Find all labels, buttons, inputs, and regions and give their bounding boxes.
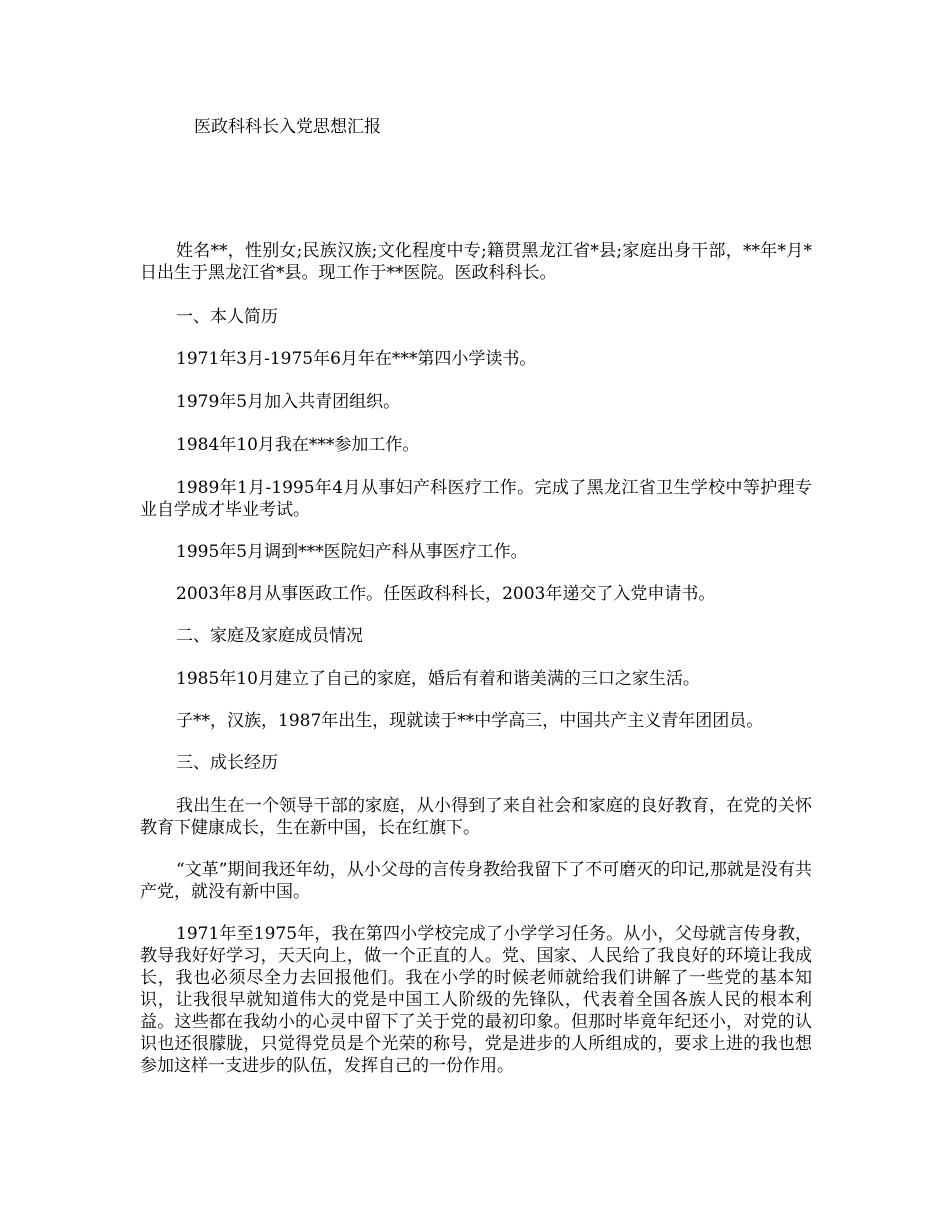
paragraph-resume-1979: 1979年5月加入共青团组织。 bbox=[176, 392, 401, 412]
paragraph-resume-1989: 1989年1月-1995年4月从事妇产科医疗工作。完成了黑龙江省卫生学校中等护理专业自学成才毕业考试。 bbox=[140, 478, 812, 520]
paragraph-family-son: 子**，汉族，1987年出生，现就读于**中学高三，中国共产主义青年团团员。 bbox=[176, 711, 764, 731]
document-title: 医政科科长入党思想汇报 bbox=[194, 117, 381, 137]
paragraph-personal-info: 姓名**，性别女;民族汉族;文化程度中专;籍贯黑龙江省*县;家庭出身干部，**年*月*日出生于黑龙江省*县。现工作于**医院。医政科科长。 bbox=[140, 241, 812, 283]
section-heading-family: 二、家庭及家庭成员情况 bbox=[176, 626, 363, 646]
paragraph-family-1985: 1985年10月建立了自己的家庭，婚后有着和谐美满的三口之家生活。 bbox=[176, 669, 700, 689]
paragraph-resume-2003: 2003年8月从事医政工作。任医政科科长，2003年递交了入党申请书。 bbox=[176, 584, 716, 604]
paragraph-resume-1995: 1995年5月调到***医院妇产科从事医疗工作。 bbox=[176, 542, 528, 562]
paragraph-growth-primary-school: 1971年至1975年，我在第四小学校完成了小学学习任务。从小，父母就言传身教，教导我好好学习，天天向上，做一个正直的人。党、国家、人民给了我良好的环境让我成长，我也必须尽全力去回报他们。我在小学的时候老师就给我们讲解了一些党的基本知识，让我很早就知道伟大的党是中国工人阶级的先锋队，代表着全国各族人民的根本利益。这些都在我幼小的心灵中留下了关于党的最初印象。但那时毕竟年纪还小，对党的认识也还很朦胧，只觉得党员是个光荣的称号，党是进步的人所组成的，要求上进的我也想参加这样一支进步的队伍，发挥自己的一份作用。 bbox=[140, 924, 812, 1076]
paragraph-resume-1984: 1984年10月我在***参加工作。 bbox=[176, 435, 420, 455]
section-heading-growth: 三、成长经历 bbox=[176, 753, 278, 773]
section-heading-resume: 一、本人简历 bbox=[176, 307, 278, 327]
paragraph-growth-family: 我出生在一个领导干部的家庭，从小得到了来自社会和家庭的良好教育，在党的关怀教育下健康成长，生在新中国，长在红旗下。 bbox=[140, 796, 812, 838]
paragraph-growth-cultural-revolution: “文革”期间我还年幼，从小父母的言传身教给我留下了不可磨灭的印记,那就是没有共产党，就没有新中国。 bbox=[140, 860, 812, 902]
paragraph-resume-1971: 1971年3月-1975年6月年在***第四小学读书。 bbox=[176, 349, 537, 369]
